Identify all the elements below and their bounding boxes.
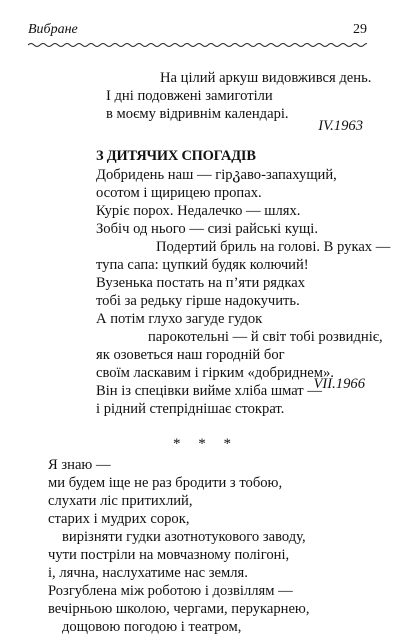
poem2-line-14: і рідний степріднішає стократ. <box>96 401 285 417</box>
poem3-line-9: вечірньою школою, чергами, перукарнею, <box>48 601 310 617</box>
poem2-line-6: тупа сапа: цупкий будяк колючий! <box>96 257 309 273</box>
poem3-line-8: Розгублена між роботою і дозвіллям — <box>48 583 293 599</box>
poem2-line-2: осотом і щирицею пропах. <box>96 185 262 201</box>
poem3-line-4: старих і мудрих сорок, <box>48 511 190 527</box>
page-number: 29 <box>353 22 367 37</box>
poem2-line-4: Зобіч од нього — сизі райські кущі. <box>96 221 318 237</box>
poem1-line-1: На цілий аркуш видовжився день. <box>160 70 372 86</box>
poem1-line-2: І дні подовжені замиготіли <box>106 88 273 104</box>
poem2-line-12: своїм ласкавим і гірким «добриднем». <box>96 365 334 381</box>
poem2-line-7: Вузенька постать на п’яти рядках <box>96 275 306 291</box>
poem3-line-2: ми будем іще не раз бродити з тобою, <box>48 475 283 491</box>
poem2-line-1: Добридень наш — гірკаво-запахущий, <box>96 167 337 183</box>
poem2-line-10: парокотельні — й світ тобі розвидніє, <box>148 329 383 345</box>
poem2-date: VII.1966 <box>313 376 365 392</box>
header-wavy-rule <box>28 40 367 50</box>
poem2-line-9: А потім глухо загуде гудок <box>96 311 263 327</box>
section-separator-stars: * * * <box>173 436 238 452</box>
poem1-date: IV.1963 <box>318 118 363 134</box>
poem3-line-6: чути постріли на мовчазному полігоні, <box>48 547 290 563</box>
poem2-line-5: Подертий бриль на голові. В руках — <box>156 239 391 255</box>
poem3-line-7: і, лячна, наслухатиме нас земля. <box>48 565 248 581</box>
poem2-line-8: тобі за редьку гірше надокучить. <box>96 293 300 309</box>
poem3-line-1: Я знаю — <box>48 457 111 473</box>
poem2-line-3: Куріє порох. Недалечко — шлях. <box>96 203 301 219</box>
poem2-line-13: Він із спецівки вийме хліба шмат — <box>96 383 322 399</box>
poem3-line-5: вирізняти гудки азотнотукового заводу, <box>62 529 306 545</box>
running-header <box>28 22 367 54</box>
poem3-line-3: слухати ліс притихлий, <box>48 493 193 509</box>
poem3-line-10: дощовою погодою і театром, <box>62 619 242 635</box>
poem2-line-11: як озоветься наш городній бог <box>96 347 285 363</box>
running-title: Вибране <box>28 22 78 37</box>
poem1-line-3: в моєму відривнім календарі. <box>106 106 289 122</box>
poem2-title: З ДИТЯЧИХ СПОГАДІВ <box>96 148 256 164</box>
